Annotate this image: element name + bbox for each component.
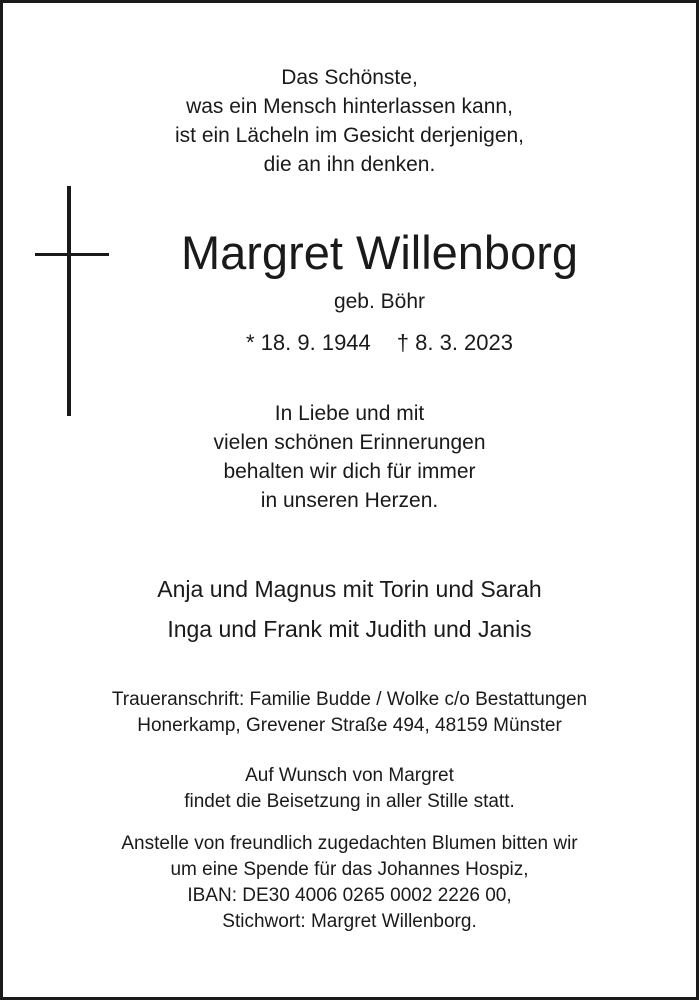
tribute-line: In Liebe und mit <box>274 402 425 425</box>
donation-request <box>3 831 696 935</box>
tribute-line: in unseren Herzen. <box>260 489 439 512</box>
birth-name: geb. Böhr <box>333 290 426 313</box>
family-line: Inga und Frank mit Judith und Janis <box>167 616 532 642</box>
donation-line: Anstelle von freundlich zugedachten Blumen bitten wir <box>121 833 578 854</box>
family-line: Anja und Magnus mit Torin und Sarah <box>157 576 542 602</box>
quote-line: die an ihn denken. <box>263 153 436 176</box>
quote-line: was ein Mensch hinterlassen kann, <box>186 95 513 118</box>
birth-date: * 18. 9. 1944 <box>246 330 371 355</box>
address-line: Honerkamp, Grevener Straße 494, 48159 Münster <box>137 715 562 736</box>
opening-quote <box>3 63 696 179</box>
tribute-line: vielen schönen Erinnerungen <box>213 431 486 454</box>
donation-line: um eine Spende für das Johannes Hospiz, <box>170 859 529 880</box>
deceased-name: Margret Willenborg <box>180 226 579 279</box>
life-dates <box>3 329 696 357</box>
quote-line: ist ein Lächeln im Gesicht derjenigen, <box>174 124 525 147</box>
death-date: † 8. 3. 2023 <box>396 330 513 355</box>
tribute-text <box>3 399 696 515</box>
burial-note-line: Auf Wunsch von Margret <box>245 765 454 786</box>
mourning-address <box>3 687 696 739</box>
donation-line: IBAN: DE30 4006 0265 0002 2226 00, <box>187 885 512 906</box>
address-line: Traueranschrift: Familie Budde / Wolke c/o Bestattungen <box>111 689 588 710</box>
burial-note-line: findet die Beisetzung in aller Stille statt. <box>184 791 515 812</box>
burial-note <box>3 763 696 815</box>
tribute-line: behalten wir dich für immer <box>223 460 476 483</box>
family-names <box>3 569 696 649</box>
quote-line: Das Schönste, <box>281 66 418 89</box>
donation-line: Stichwort: Margret Willenborg. <box>222 911 477 932</box>
